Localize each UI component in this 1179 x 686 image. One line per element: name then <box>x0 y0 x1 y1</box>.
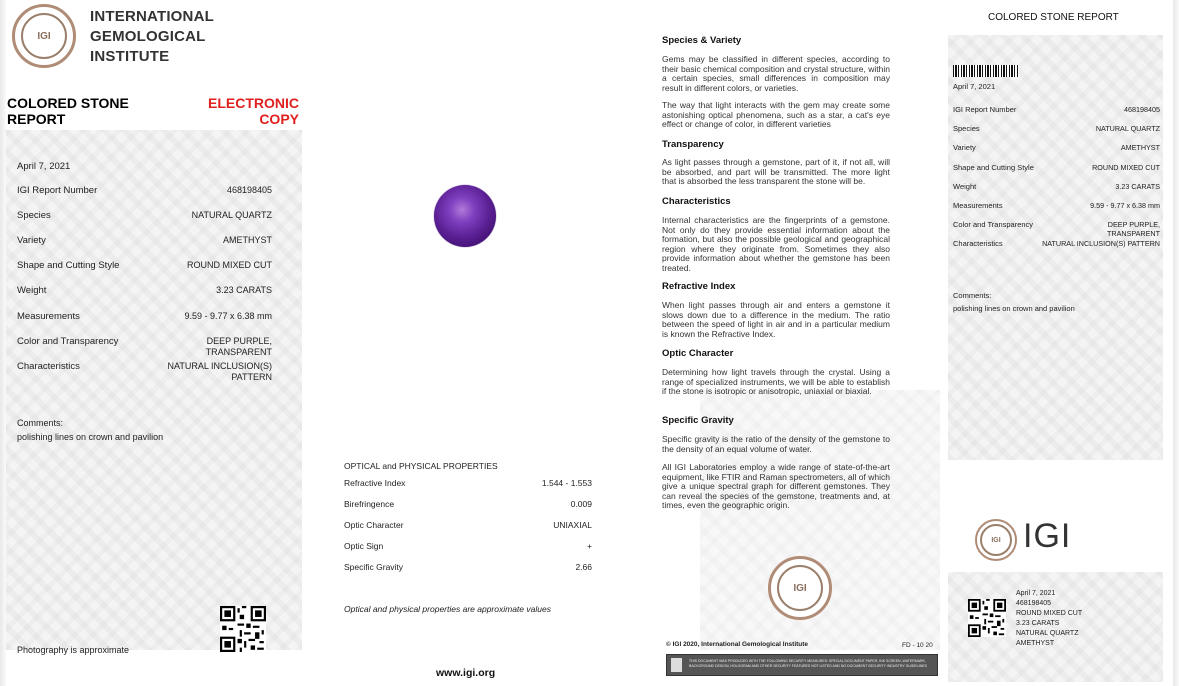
section-heading: Characteristics <box>662 196 731 207</box>
optical-label: Birefringence <box>344 499 395 509</box>
panel-4-edge <box>1173 0 1179 686</box>
summary-line: 468198405 <box>1016 600 1052 607</box>
optical-value: UNIAXIAL <box>553 520 592 530</box>
comments-label: Comments: <box>17 418 64 428</box>
mini-detail-value: 3.23 CARATS <box>1115 182 1160 191</box>
mini-detail-label: Weight <box>953 182 977 191</box>
section-paragraph: As light passes through a gemstone, part of it, if not all, will be absorbed, and part will be transmitted. The more light that is absorbed the less transparent the stone will be. <box>662 157 890 186</box>
detail-value: AMETHYST <box>222 235 272 245</box>
brand-line-2: GEMOLOGICAL <box>90 28 206 45</box>
comments-text: polishing lines on crown and pavilion <box>17 432 164 442</box>
report-title <box>7 95 129 127</box>
summary-line: NATURAL QUARTZ <box>1016 630 1079 637</box>
mini-detail-label: Color and Transparency <box>953 220 1034 229</box>
gemstone-photo <box>434 185 496 247</box>
mini-comments-text: polishing lines on crown and pavilion <box>953 304 1075 313</box>
detail-value: NATURAL QUARTZ <box>191 210 272 220</box>
form-code: FD - 10 20 <box>902 642 933 649</box>
section-heading: Species & Variety <box>662 35 742 46</box>
igi-seal-inner: IGI <box>980 524 1012 556</box>
igi-seal-icon <box>768 556 832 620</box>
detail-label: IGI Report Number <box>17 185 98 196</box>
mini-report-title: COLORED STONE REPORT <box>988 12 1119 23</box>
detail-value: 468198405 <box>226 185 272 195</box>
website-link[interactable]: www.igi.org <box>436 667 496 679</box>
detail-label: Shape and Cutting Style <box>17 260 120 271</box>
detail-label: Color and Transparency <box>17 336 119 347</box>
copy-label-line-1: ELECTRONIC <box>208 95 299 111</box>
optical-label: Optic Sign <box>344 541 384 551</box>
brand-name <box>90 7 214 67</box>
detail-value: ROUND MIXED CUT <box>187 260 272 270</box>
summary-line: ROUND MIXED CUT <box>1016 610 1083 617</box>
mini-detail-label: Characteristics <box>953 239 1003 248</box>
section-paragraph: The way that light interacts with the gem may create some astonishing optical phenomena, such as a star, a cat's eye effect or change of color, in different varieties <box>662 100 890 129</box>
mini-detail-label: IGI Report Number <box>953 105 1017 114</box>
mini-detail-label: Measurements <box>953 201 1003 210</box>
mini-detail-label: Species <box>953 124 980 133</box>
mini-detail-label: Variety <box>953 143 976 152</box>
igi-seal-inner: IGI <box>777 565 823 611</box>
detail-value: DEEP PURPLE, TRANSPARENT <box>205 336 272 357</box>
brand-line-3: INSTITUTE <box>90 48 170 65</box>
report-title-line-2: REPORT <box>7 111 66 127</box>
optical-value: 1.544 - 1.553 <box>541 478 592 488</box>
detail-value: NATURAL INCLUSION(S) PATTERN <box>167 361 272 382</box>
section-paragraph: Internal characteristics are the fingerprints of a gemstone. Not only do they provide essential information about the formation, but also the possible geological and geographical region where they originate from. Sometimes they also provide information about whether the gemstone has been treated. <box>662 215 890 273</box>
brand-line-1: INTERNATIONAL <box>90 8 214 25</box>
igi-logo-text: IGI <box>1023 517 1072 555</box>
mini-detail-value: AMETHYST <box>1120 143 1160 152</box>
section-paragraph: When light passes through air and enters a gemstone it slows down due to a difference in the medium. The ratio between the speed of light in air and in a particular medium is known the Refractive Index. <box>662 300 890 339</box>
report-title-line-1: COLORED STONE <box>7 95 129 111</box>
summary-line: AMETHYST <box>1016 640 1055 647</box>
optical-label: Refractive Index <box>344 478 406 488</box>
detail-label: Weight <box>17 285 47 296</box>
section-paragraph: Specific gravity is the ratio of the density of the gemstone to the density of an equal volume of water. <box>662 434 890 454</box>
mini-report-date: April 7, 2021 <box>953 82 996 91</box>
mini-detail-value: 468198405 <box>1124 105 1160 114</box>
photography-note: Photography is approximate <box>17 645 130 655</box>
section-heading: Refractive Index <box>662 281 736 292</box>
document-icon <box>671 658 682 672</box>
section-heading: Optic Character <box>662 348 734 359</box>
section-paragraph: Gems may be classified in different species, according to their basic chemical composition and crystal structure, within a certain species, small differences in composition may result in different colors, or varieties. <box>662 54 890 93</box>
section-heading: Transparency <box>662 139 724 150</box>
mini-detail-value: 9.59 - 9.77 x 6.38 mm <box>1090 201 1160 210</box>
detail-value: 3.23 CARATS <box>216 285 272 295</box>
barcode-icon <box>953 65 1019 77</box>
qr-code-icon <box>220 606 266 652</box>
section-paragraph: All IGI Laboratories employ a wide range of state-of-the-art equipment, like FTIR and Raman spectrometers, all of which give a unique spectral graph for different gemstones. They can reveal the species of the gemstone, treatments and, at times, even the geographic origin. <box>662 462 890 510</box>
detail-label: Variety <box>17 235 46 246</box>
mini-comments-label: Comments: <box>953 291 992 300</box>
copy-label-line-2: COPY <box>259 111 299 127</box>
electronic-copy-label <box>180 95 299 127</box>
section-paragraph: Determining how light travels through the crystal. Using a range of specialized instruments, we will be able to establish if the stone is isotropic or anisotropic, uniaxial or biaxial. <box>662 367 890 396</box>
igi-seal-inner: IGI <box>21 13 67 59</box>
mini-detail-value: DEEP PURPLE, TRANSPARENT <box>1107 220 1160 238</box>
security-strip <box>666 654 938 676</box>
mini-summary <box>1016 589 1082 649</box>
igi-logo-seal-icon <box>975 519 1017 561</box>
optical-value: 2.66 <box>575 562 592 572</box>
copyright-text: © IGI 2020, International Gemological Institute <box>666 641 809 648</box>
detail-label: Measurements <box>17 311 80 322</box>
approximate-values-note: Optical and physical properties are approximate values <box>344 604 551 614</box>
optical-label: Specific Gravity <box>344 562 404 572</box>
optical-value: + <box>587 541 592 551</box>
report-date: April 7, 2021 <box>17 161 71 172</box>
mini-detail-value: ROUND MIXED CUT <box>1092 163 1160 172</box>
optical-label: Optic Character <box>344 520 404 530</box>
summary-line: 3.23 CARATS <box>1016 620 1060 627</box>
detail-value: 9.59 - 9.77 x 6.38 mm <box>184 311 272 321</box>
detail-label: Species <box>17 210 51 221</box>
mini-detail-value: NATURAL QUARTZ <box>1095 124 1160 133</box>
security-text: THIS DOCUMENT WAS PRODUCED WITH THE FOLLOWING SECURITY MEASURES: SPECIAL DOCUMENT PAPER, INK SCREEN, WATERMARK, BACKGROUND DESIGN, HOLOGRAM AND OTHER SECURITY FEATURES NOT LISTED AND NO DOCUMENT SECURITY INDUSTRY GUIDELINES <box>689 659 927 668</box>
summary-line: April 7, 2021 <box>1016 590 1056 597</box>
igi-seal-icon <box>12 4 76 68</box>
detail-label: Characteristics <box>17 361 80 372</box>
mini-detail-value: NATURAL INCLUSION(S) PATTERN <box>1042 239 1160 248</box>
optical-value: 0.009 <box>570 499 592 509</box>
mini-detail-label: Shape and Cutting Style <box>953 163 1034 172</box>
optical-section-title: OPTICAL and PHYSICAL PROPERTIES <box>344 461 498 471</box>
qr-code-icon <box>968 599 1006 637</box>
panel-1-body <box>6 130 302 650</box>
section-heading: Specific Gravity <box>662 415 734 426</box>
